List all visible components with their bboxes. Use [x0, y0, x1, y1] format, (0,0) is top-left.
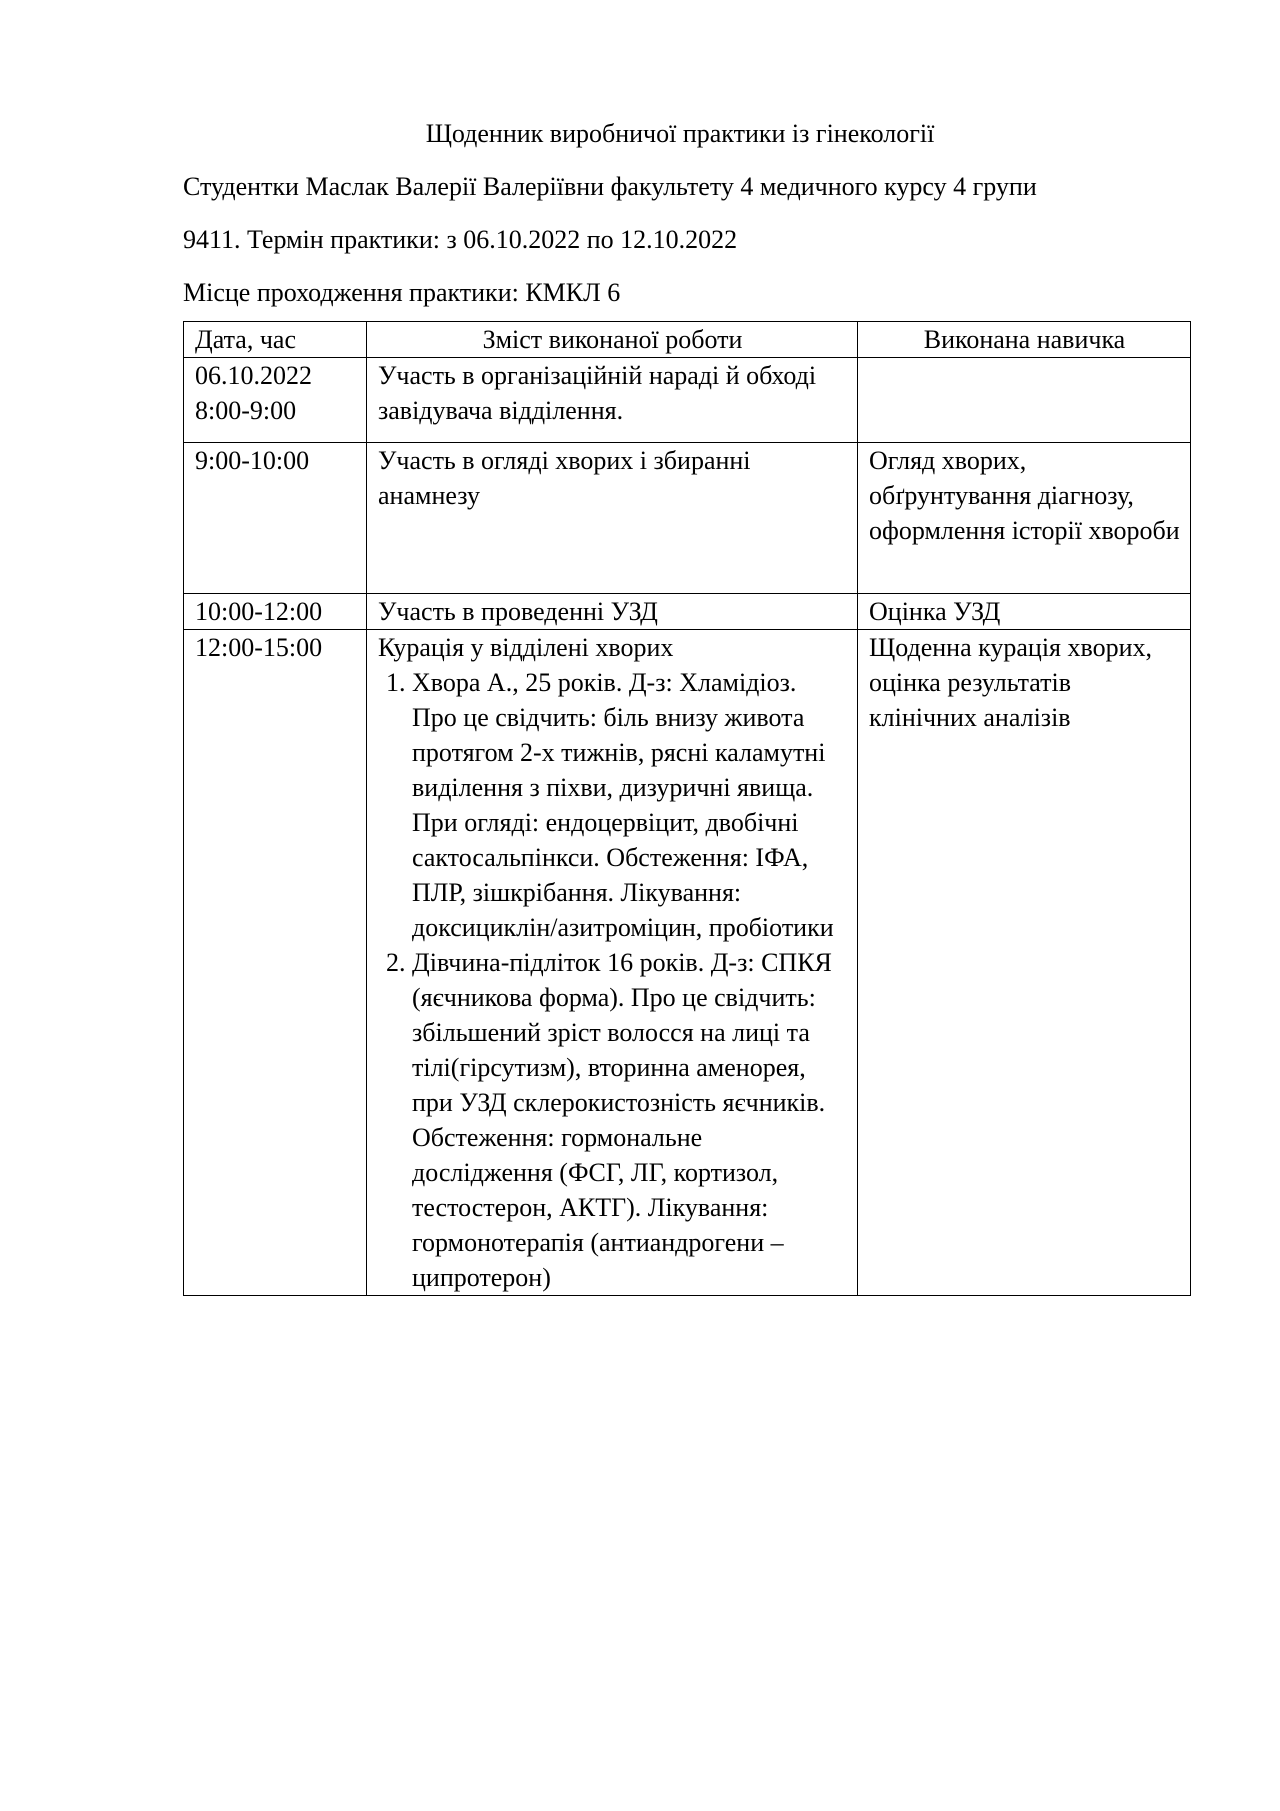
- time-cell: 10:00-12:00: [184, 594, 367, 630]
- skill-cell: Щоденна курація хворих, оцінка результатів клінічних аналізів: [858, 630, 1191, 1296]
- case-list: [378, 665, 847, 1295]
- content-cell: [367, 630, 858, 1296]
- table-header-row: [184, 322, 1191, 358]
- diary-table: [183, 321, 1191, 1296]
- skill-cell: [858, 358, 1191, 443]
- document-title: Щоденник виробничої практики із гінекології: [425, 119, 935, 148]
- case-item: 2. Дівчина-підліток 16 років. Д-з: СПКЯ (яєчникова форма). Про це свідчить: збільшений зріст волосся на лиці та тілі(гірсутизм), вторинна аменорея, при УЗД склерокистозність яєчників. Обстеження: гормональне дослідження (ФСГ, ЛГ, кортизол, тестостерон, АКТГ). Лікування: гормонотерапія (антиандрогени – ципротерон): [412, 945, 847, 1295]
- time-text: 8:00-9:00: [195, 396, 297, 425]
- table-row: [184, 594, 1191, 630]
- column-header-skill: Виконана навичка: [858, 322, 1191, 358]
- table-row: [184, 358, 1191, 443]
- content-cell: Участь в проведенні УЗД: [367, 594, 858, 630]
- content-cell: Участь в огляді хворих і збиранні анамнезу: [367, 443, 858, 594]
- time-cell: 12:00-15:00: [184, 630, 367, 1296]
- skill-cell: Оцінка УЗД: [858, 594, 1191, 630]
- date-time-cell: [184, 358, 367, 443]
- table-row: [184, 630, 1191, 1296]
- practice-place-line: Місце проходження практики: КМКЛ 6: [183, 278, 621, 307]
- content-cell: Участь в організаційній нараді й обході завідувача відділення.: [367, 358, 858, 443]
- practice-term-line: 9411. Термін практики: з 06.10.2022 по 12.10.2022: [183, 225, 738, 254]
- time-cell: 9:00-10:00: [184, 443, 367, 594]
- column-header-content: Зміст виконаної роботи: [367, 322, 858, 358]
- date-text: 06.10.2022: [195, 361, 312, 390]
- case-item: 1. Хвора А., 25 років. Д-з: Хламідіоз. Про це свідчить: біль внизу живота протягом 2-х тижнів, рясні каламутні виділення з піхви, дизуричні явища. При огляді: ендоцервіцит, двобічні сактосальпінкси. Обстеження: ІФА, ПЛР, зішкрібання. Лікування: доксициклін/азитроміцин, пробіотики: [412, 665, 847, 945]
- document-page: [183, 118, 1189, 1296]
- student-info-line: Студентки Маслак Валерії Валеріївни факультету 4 медичного курсу 4 групи: [183, 172, 1037, 201]
- curation-heading: Курація у відділені хворих: [378, 633, 674, 662]
- skill-cell: Огляд хворих, обґрунтування діагнозу, оформлення історії хвороби: [858, 443, 1191, 594]
- table-row: [184, 443, 1191, 594]
- column-header-date: Дата, час: [184, 322, 367, 358]
